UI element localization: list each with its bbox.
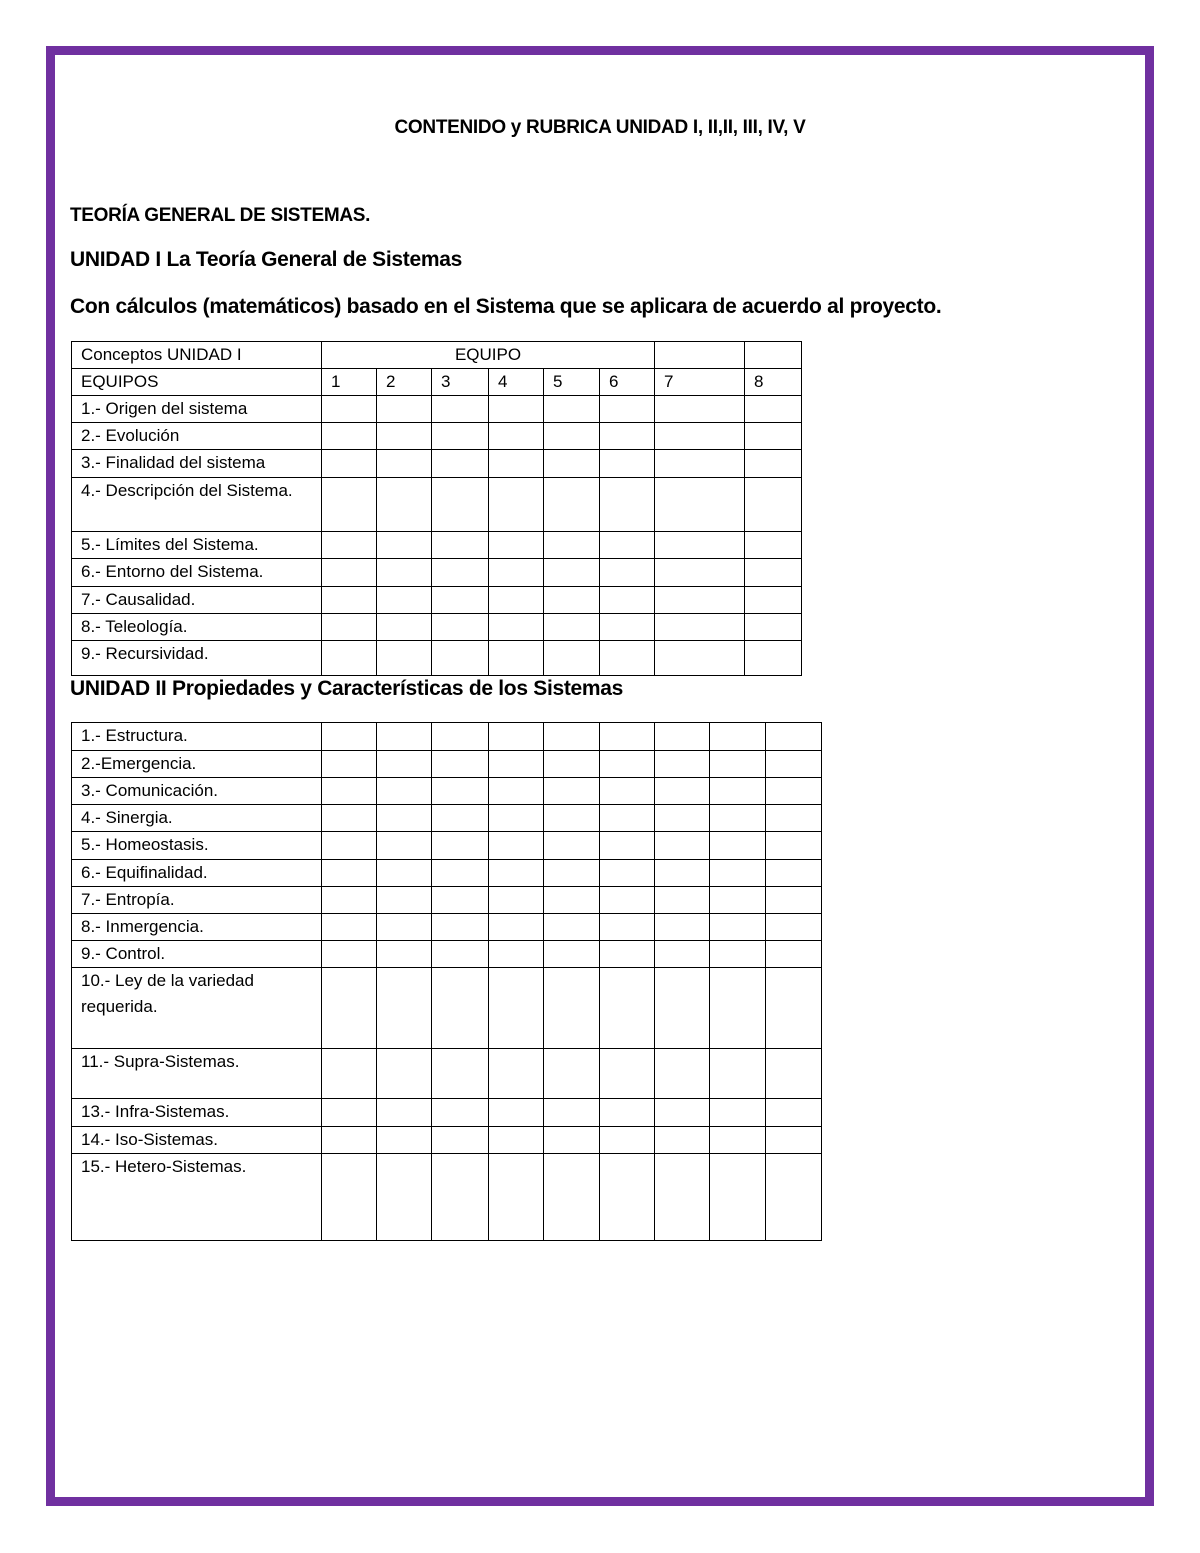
score-cell [710,832,766,860]
score-cell [489,614,544,641]
score-cell [655,641,745,676]
score-cell [432,450,489,478]
score-cell [600,532,655,559]
score-cell [432,860,489,887]
empty-header-cell [655,342,745,369]
score-cell [766,1127,822,1154]
score-cell [766,968,822,1049]
table-row [72,1049,822,1099]
concept-cell: 2.-Emergencia. [72,751,322,778]
score-cell [544,423,600,450]
table-header-row [72,369,802,396]
score-cell [432,1127,489,1154]
score-cell [600,478,655,532]
team-header-cell: EQUIPO [322,342,655,369]
table-row [72,423,802,450]
table-row [72,1127,822,1154]
unit2-rubric-table [71,722,822,1241]
score-cell [432,968,489,1049]
table-row [72,641,802,676]
score-cell [600,914,655,941]
concept-cell: 7.- Entropía. [72,887,322,914]
score-cell [489,559,544,587]
table-row [72,614,802,641]
document-title: CONTENIDO y RUBRICA UNIDAD I, II,II, III, IV, V [394,117,806,138]
score-cell [322,832,377,860]
score-cell [322,396,377,423]
score-cell [600,1099,655,1127]
score-cell [600,832,655,860]
score-cell [600,1154,655,1241]
score-cell [544,805,600,832]
table-header-row [72,342,802,369]
score-cell [322,1127,377,1154]
score-cell [544,478,600,532]
score-cell [710,751,766,778]
concept-cell: 10.- Ley de la variedad requerida. [72,968,322,1049]
score-cell [600,723,655,751]
concept-cell: 8.- Teleología. [72,614,322,641]
score-cell [377,587,432,614]
score-cell [432,1099,489,1127]
concept-cell: 4.- Sinergia. [72,805,322,832]
score-cell [322,1049,377,1099]
empty-header-cell [745,342,802,369]
subject-heading: TEORÍA GENERAL DE SISTEMAS. [70,205,371,226]
unit1-heading: UNIDAD I La Teoría General de Sistemas [70,248,463,271]
score-cell [432,832,489,860]
score-cell [600,1049,655,1099]
score-cell [489,751,544,778]
score-cell [377,396,432,423]
score-cell [600,614,655,641]
score-cell [544,1154,600,1241]
score-cell [489,941,544,968]
score-cell [489,641,544,676]
score-cell [766,1154,822,1241]
score-cell [377,614,432,641]
concept-cell: 1.- Estructura. [72,723,322,751]
score-cell [322,478,377,532]
table-row [72,968,822,1049]
score-cell [322,450,377,478]
score-cell [544,723,600,751]
score-cell [544,778,600,805]
score-cell [432,941,489,968]
score-cell [600,587,655,614]
score-cell [432,614,489,641]
score-cell [377,860,432,887]
unit1-rubric-table [71,341,802,676]
score-cell [322,968,377,1049]
score-cell [432,478,489,532]
score-cell [600,887,655,914]
score-cell [655,914,710,941]
score-cell [489,423,544,450]
score-cell [710,723,766,751]
score-cell [544,968,600,1049]
score-cell [322,423,377,450]
score-cell [655,887,710,914]
score-cell [377,1049,432,1099]
team-number-cell: 4 [489,369,544,396]
score-cell [766,941,822,968]
score-cell [710,1099,766,1127]
concept-cell: 6.- Equifinalidad. [72,860,322,887]
score-cell [655,396,745,423]
score-cell [544,1049,600,1099]
score-cell [489,723,544,751]
score-cell [655,1049,710,1099]
score-cell [655,559,745,587]
score-cell [377,805,432,832]
concept-cell: 5.- Límites del Sistema. [72,532,322,559]
score-cell [655,532,745,559]
score-cell [322,887,377,914]
score-cell [544,396,600,423]
score-cell [489,805,544,832]
score-cell [544,887,600,914]
table-row [72,778,822,805]
table-row [72,914,822,941]
score-cell [489,532,544,559]
score-cell [489,968,544,1049]
score-cell [489,1127,544,1154]
score-cell [322,751,377,778]
team-number-cell: 2 [377,369,432,396]
score-cell [322,559,377,587]
score-cell [432,723,489,751]
table-row [72,587,802,614]
score-cell [544,559,600,587]
score-cell [322,860,377,887]
score-cell [322,532,377,559]
score-cell [745,559,802,587]
score-cell [322,1099,377,1127]
score-cell [600,641,655,676]
score-cell [655,805,710,832]
table-row [72,832,822,860]
table-row [72,478,802,532]
score-cell [766,805,822,832]
score-cell [766,723,822,751]
score-cell [377,423,432,450]
team-number-cell: 7 [655,369,745,396]
score-cell [655,860,710,887]
score-cell [377,641,432,676]
table-row [72,1099,822,1127]
score-cell [322,723,377,751]
score-cell [377,723,432,751]
score-cell [432,914,489,941]
concept-cell: 8.- Inmergencia. [72,914,322,941]
concept-cell: 2.- Evolución [72,423,322,450]
score-cell [710,860,766,887]
score-cell [432,1154,489,1241]
score-cell [544,587,600,614]
score-cell [600,423,655,450]
score-cell [655,723,710,751]
score-cell [766,832,822,860]
concept-cell: 4.- Descripción del Sistema. [72,478,322,532]
score-cell [377,559,432,587]
team-number-cell: 1 [322,369,377,396]
score-cell [489,450,544,478]
score-cell [322,641,377,676]
score-cell [377,1154,432,1241]
score-cell [432,587,489,614]
score-cell [600,805,655,832]
score-cell [655,778,710,805]
score-cell [710,1127,766,1154]
score-cell [432,641,489,676]
table-row [72,805,822,832]
score-cell [544,751,600,778]
score-cell [766,1049,822,1099]
concept-cell: 5.- Homeostasis. [72,832,322,860]
score-cell [655,751,710,778]
score-cell [655,1099,710,1127]
score-cell [544,641,600,676]
score-cell [489,887,544,914]
score-cell [655,450,745,478]
score-cell [489,1099,544,1127]
score-cell [745,423,802,450]
teams-label-cell: EQUIPOS [72,369,322,396]
score-cell [655,1154,710,1241]
score-cell [489,860,544,887]
score-cell [377,832,432,860]
score-cell [600,751,655,778]
score-cell [544,914,600,941]
score-cell [322,914,377,941]
table-row [72,450,802,478]
score-cell [432,532,489,559]
concept-cell: 9.- Control. [72,941,322,968]
score-cell [544,860,600,887]
table-row [72,532,802,559]
score-cell [655,614,745,641]
score-cell [432,778,489,805]
score-cell [432,423,489,450]
score-cell [600,450,655,478]
score-cell [766,1099,822,1127]
score-cell [544,614,600,641]
score-cell [600,559,655,587]
score-cell [710,914,766,941]
score-cell [710,1049,766,1099]
table-row [72,887,822,914]
score-cell [489,478,544,532]
score-cell [710,778,766,805]
table-row [72,559,802,587]
score-cell [377,914,432,941]
calculation-note: Con cálculos (matemáticos) basado en el Sistema que se aplicara de acuerdo al proyecto. [70,295,942,318]
score-cell [322,805,377,832]
concept-cell: 13.- Infra-Sistemas. [72,1099,322,1127]
score-cell [432,805,489,832]
score-cell [489,778,544,805]
table-row [72,396,802,423]
score-cell [655,941,710,968]
score-cell [710,887,766,914]
score-cell [544,1127,600,1154]
score-cell [432,559,489,587]
score-cell [600,860,655,887]
score-cell [655,478,745,532]
score-cell [432,887,489,914]
score-cell [544,450,600,478]
concept-cell: 14.- Iso-Sistemas. [72,1127,322,1154]
score-cell [745,396,802,423]
score-cell [377,478,432,532]
team-number-cell: 3 [432,369,489,396]
score-cell [377,778,432,805]
score-cell [655,423,745,450]
concept-cell: 1.- Origen del sistema [72,396,322,423]
unit2-heading: UNIDAD II Propiedades y Características de los Sistemas [70,677,624,700]
score-cell [377,532,432,559]
table-row [72,941,822,968]
score-cell [745,641,802,676]
concept-cell: 3.- Comunicación. [72,778,322,805]
score-cell [600,778,655,805]
score-cell [544,532,600,559]
score-cell [544,1099,600,1127]
score-cell [600,941,655,968]
score-cell [600,968,655,1049]
score-cell [655,1127,710,1154]
score-cell [489,1154,544,1241]
concept-cell: 7.- Causalidad. [72,587,322,614]
table-row [72,1154,822,1241]
concept-cell: 6.- Entorno del Sistema. [72,559,322,587]
score-cell [322,941,377,968]
score-cell [432,1049,489,1099]
score-cell [745,587,802,614]
score-cell [322,1154,377,1241]
score-cell [600,396,655,423]
concept-cell: 9.- Recursividad. [72,641,322,676]
score-cell [766,860,822,887]
score-cell [377,941,432,968]
score-cell [377,450,432,478]
score-cell [377,1099,432,1127]
score-cell [710,1154,766,1241]
score-cell [377,1127,432,1154]
score-cell [745,478,802,532]
team-number-cell: 6 [600,369,655,396]
score-cell [766,914,822,941]
team-number-cell: 5 [544,369,600,396]
score-cell [655,587,745,614]
score-cell [322,614,377,641]
score-cell [377,968,432,1049]
score-cell [745,532,802,559]
score-cell [489,914,544,941]
score-cell [377,887,432,914]
score-cell [766,751,822,778]
score-cell [322,587,377,614]
score-cell [489,587,544,614]
score-cell [766,887,822,914]
score-cell [655,968,710,1049]
score-cell [432,396,489,423]
concept-cell: 11.- Supra-Sistemas. [72,1049,322,1099]
score-cell [745,450,802,478]
table-row [72,723,822,751]
score-cell [745,614,802,641]
score-cell [432,751,489,778]
score-cell [544,832,600,860]
score-cell [766,778,822,805]
table-row [72,751,822,778]
score-cell [655,832,710,860]
score-cell [710,968,766,1049]
concepts-header-cell: Conceptos UNIDAD I [72,342,322,369]
score-cell [489,396,544,423]
score-cell [377,751,432,778]
concept-cell: 15.- Hetero-Sistemas. [72,1154,322,1241]
score-cell [544,941,600,968]
table-row [72,860,822,887]
concept-cell: 3.- Finalidad del sistema [72,450,322,478]
score-cell [489,1049,544,1099]
score-cell [710,941,766,968]
team-number-cell: 8 [745,369,802,396]
score-cell [600,1127,655,1154]
score-cell [322,778,377,805]
score-cell [489,832,544,860]
score-cell [710,805,766,832]
